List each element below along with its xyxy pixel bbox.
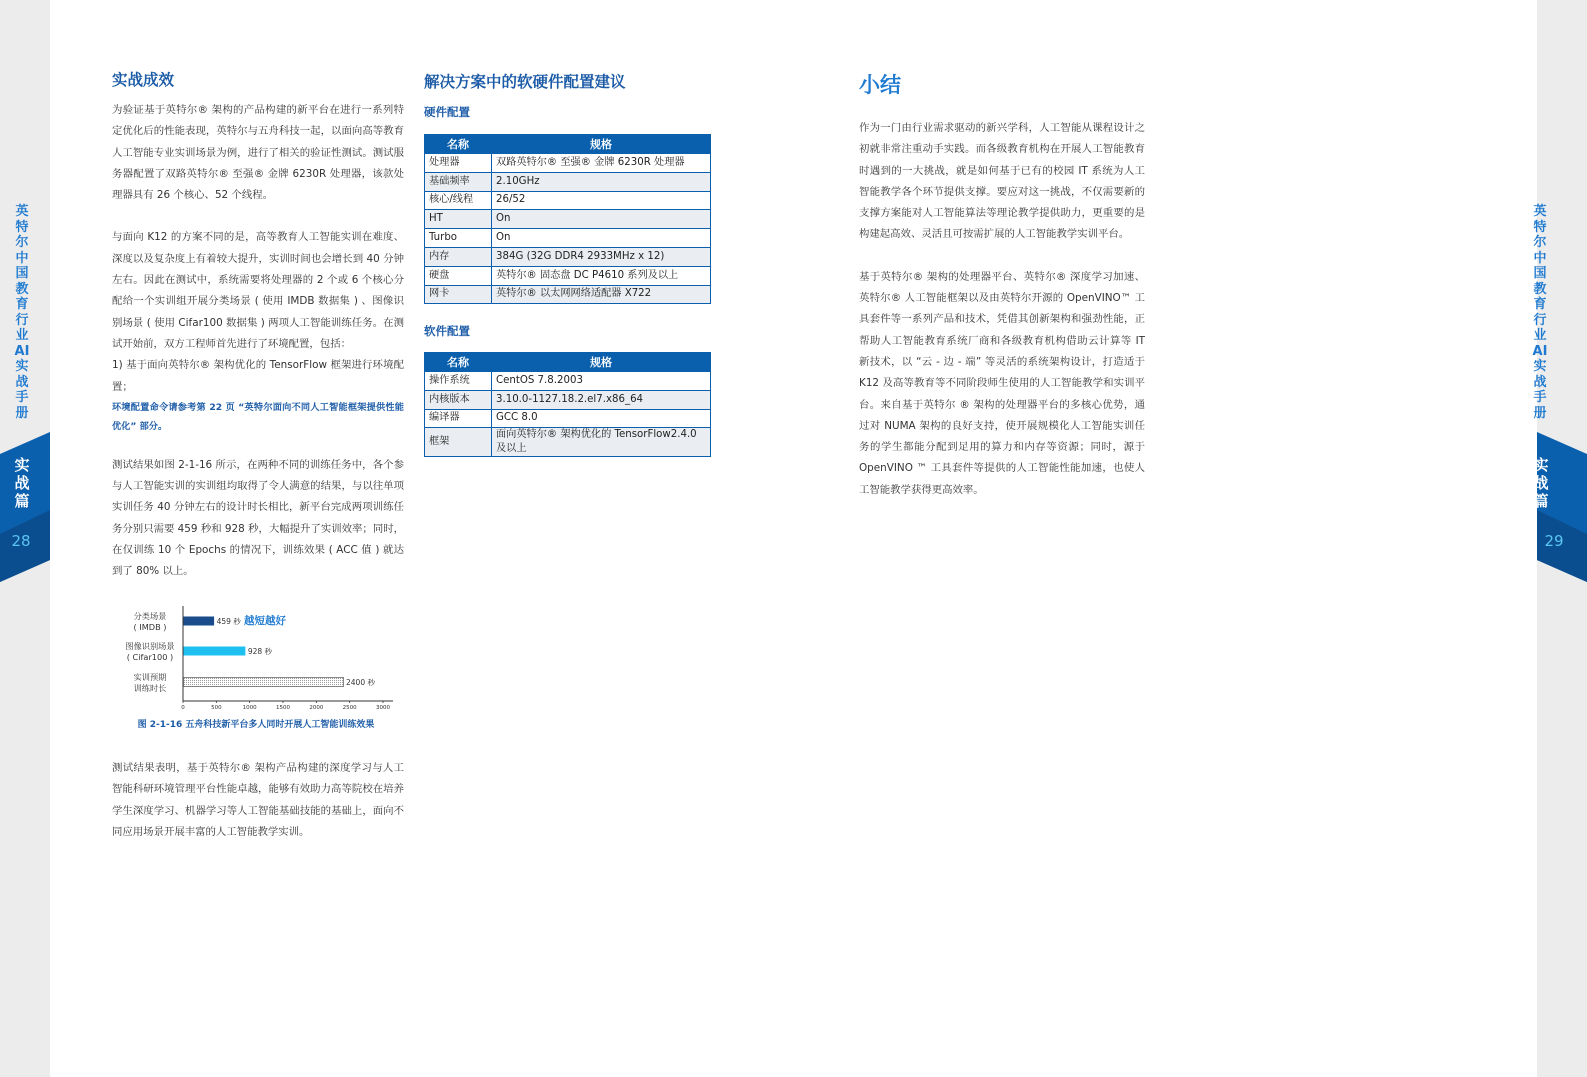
column-results	[112, 70, 404, 583]
results-paragraph-5: 测试结果表明，基于英特尔® 架构产品构建的深度学习与人工智能科研环境管理平台性能卓越，能够有效助力高等院校在培养学生深度学习、机器学习等人工智能基础技能的基础上，面向不同应用场景开展丰富的人工智能教学实训。	[112, 762, 404, 838]
side-title-char: 册	[15, 405, 29, 421]
section-tab-left	[0, 432, 50, 582]
table-row	[425, 372, 711, 391]
side-title-char: 册	[1533, 405, 1547, 421]
hardware-config-table	[424, 134, 711, 304]
software-config-title: 软件配置	[424, 324, 470, 338]
side-title-char: 业	[1533, 328, 1547, 343]
side-title-char: 战	[15, 374, 29, 390]
results-paragraph-4: 测试结果如图 2-1-16 所示，在两种不同的训练任务中，各个参与人工智能实训的实训组均取得了令人满意的结果，与以往单项实训任务 40 分钟左右的设计时长相比，新平台完成两项训练任务分别只需要 459 秒和 928 秒，大幅提升了实训效率；同时，在仅训练 10 个 Epochs 的情况下，训练效果 ( ACC 值 ) 就达到了 80% 以上。	[112, 458, 404, 578]
table-cell-spec: 2.10GHz	[492, 172, 711, 191]
side-title-char: 教	[15, 281, 29, 297]
table-row	[425, 390, 711, 409]
table-row	[425, 285, 711, 304]
side-title-char: 教	[1533, 281, 1547, 297]
chart-value-label: 459 秒	[216, 617, 241, 626]
side-title-char: 中	[15, 250, 29, 266]
results-paragraph-2: 与面向 K12 的方案不同的是，高等教育人工智能实训在难度、深度以及复杂度上有着较大提升，实训时间也会增长到 40 分钟左右。因此在测试中，系统需要将处理器的 2 个或 6 个核心分配给一个实训组开展分类场景 ( 使用 IMDB 数据集 ) 、图像识别场景 ( 使用 Cifar100 数据集 ) 两项人工智能训练任务。在测试开始前，双方工程师首先进行了环境配置，包括：	[112, 231, 404, 350]
chart-bar	[184, 678, 344, 687]
side-title-char: 行	[1533, 312, 1547, 328]
chart-category-label: 训练时长	[133, 683, 167, 693]
results-paragraph-1: 为验证基于英特尔® 架构的产品构建的新平台在进行一系列特定优化后的性能表现，英特尔与五舟科技一起，以面向高等教育人工智能专业实训场景为例，进行了相关的验证性测试。测试服务器配置了双路英特尔® 至强® 金牌 6230R 处理器，该款处理器具有 26 个核心、52 个线程。	[112, 104, 404, 202]
side-title-char: 实	[15, 359, 29, 374]
table-row	[425, 191, 711, 210]
side-title-char: 英	[1533, 204, 1547, 219]
table-cell-name: 操作系统	[425, 372, 492, 391]
summary-paragraph-1: 作为一门由行业需求驱动的新兴学科，人工智能从课程设计之初就非常注重动手实践。而各级教育机构在开展人工智能教育时遇到的一大挑战，就是如何基于已有的校园 IT 系统为人工智能教学各个环节提供支撑。要应对这一挑战，不仅需要新的支撑方案能对人工智能算法等理论教学提供助力，更重要的是构建起高效、灵活且可按需扩展的人工智能教学实训平台。	[859, 122, 1145, 241]
chart-value-label: 2400 秒	[346, 678, 375, 687]
table-cell-name: 内存	[425, 247, 492, 266]
side-title-char: 行	[15, 312, 29, 328]
tab-label-char: 实	[14, 456, 30, 474]
table-cell-spec: 英特尔® 固态盘 DC P4610 系列及以上	[492, 266, 711, 285]
side-book-title-right	[1530, 204, 1550, 421]
table-cell-name: 处理器	[425, 154, 492, 173]
section-heading-config: 解决方案中的软硬件配置建议	[424, 73, 626, 91]
tab-label-char: 篇	[14, 492, 30, 510]
table-row	[425, 247, 711, 266]
side-title-char: 国	[1533, 266, 1547, 281]
side-title-char: 实	[1533, 359, 1547, 374]
side-title-char: AI	[1532, 343, 1548, 359]
table-cell-name: HT	[425, 210, 492, 229]
table-cell-name: 编译器	[425, 409, 492, 428]
side-title-char: 特	[15, 219, 29, 235]
table-cell-spec: GCC 8.0	[492, 409, 711, 428]
side-title-char: 手	[15, 390, 29, 405]
column-conclusion	[112, 758, 404, 843]
table-cell-name: 硬盘	[425, 266, 492, 285]
training-time-chart	[110, 604, 410, 720]
table-cell-name: 内核版本	[425, 390, 492, 409]
summary-paragraph-2: 基于英特尔® 架构的处理器平台、英特尔® 深度学习加速、英特尔® 人工智能框架以及由英特尔开源的 OpenVINO™ 工具套件等一系列产品和技术，凭借其创新架构和强劲性能，正帮助人工智能教育系统厂商和各级教育机构借助云计算等 IT 新技术，以 “云 - 边 - 端” 等灵活的系统架构设计，打造适于 K12 及高等教育等不同阶段师生使用的人工智能教学和实训平台。来自基于英特尔 ® 架构的处理器平台的多核心优势，通过对 NUMA 架构的良好支持，使开展规模化人工智能实训任务的学生都能分配到足用的算力和内存等资源；同时，源于 OpenVINO ™ 工具套件等提供的人工智能性能加速，也使人工智能教学获得更高效率。	[859, 270, 1145, 496]
table-header-spec: 规格	[492, 135, 711, 154]
chart-x-tick-label: 1500	[276, 705, 290, 711]
chart-category-label: 分类场景	[133, 611, 167, 621]
chart-bar	[184, 617, 215, 626]
chart-x-tick-label: 1000	[242, 705, 257, 711]
table-header-name: 名称	[425, 135, 492, 154]
table-cell-spec: CentOS 7.8.2003	[492, 372, 711, 391]
tab-label-right	[1531, 456, 1551, 510]
chart-category-label: 图像识别场景	[125, 641, 175, 651]
table-cell-name: 网卡	[425, 285, 492, 304]
side-title-char: 战	[1533, 374, 1547, 390]
chart-x-tick-label: 0	[181, 705, 185, 711]
table-row	[425, 172, 711, 191]
column-config	[424, 72, 714, 120]
page-number-right: 29	[1544, 532, 1564, 550]
side-title-char: 业	[15, 328, 29, 343]
chart-x-tick-label: 3000	[376, 705, 390, 711]
page-number-left: 28	[11, 532, 31, 550]
table-cell-spec: 384G (32G DDR4 2933MHz x 12)	[492, 247, 711, 266]
side-book-title-left	[12, 204, 32, 421]
software-config-table	[424, 352, 711, 457]
tab-label-char: 实	[1533, 456, 1549, 474]
table-header-name: 名称	[425, 353, 492, 372]
side-title-char: 育	[1533, 297, 1547, 312]
side-title-char: 中	[1533, 250, 1547, 266]
table-row	[425, 266, 711, 285]
chart-x-tick-label: 2500	[342, 705, 357, 711]
table-cell-spec: 面向英特尔® 架构优化的 TensorFlow2.4.0 及以上	[492, 428, 711, 457]
table-cell-spec: 双路英特尔® 至强® 金牌 6230R 处理器	[492, 154, 711, 173]
table-cell-spec: 26/52	[492, 191, 711, 210]
config-reference-note: 环境配置命令请参考第 22 页 “英特尔面向不同人工智能框架提供性能优化” 部分。	[112, 401, 404, 432]
side-title-char: 尔	[15, 235, 29, 250]
side-title-char: 国	[15, 266, 29, 281]
table-cell-spec: 英特尔® 以太网网络适配器 X722	[492, 285, 711, 304]
section-tab-right	[1533, 432, 1587, 582]
table-cell-name: Turbo	[425, 229, 492, 248]
tab-label-char: 篇	[1533, 492, 1549, 510]
chart-value-label: 928 秒	[247, 647, 273, 656]
software-config-heading-wrap	[424, 323, 714, 339]
section-heading-results: 实战成效	[112, 71, 175, 89]
table-cell-name: 基础频率	[425, 172, 492, 191]
chart-category-label: ( IMDB )	[133, 622, 167, 632]
chart-annotation: 越短越好	[244, 615, 286, 627]
tab-label-left	[12, 456, 32, 510]
column-summary	[859, 72, 1145, 501]
side-title-char: AI	[14, 343, 30, 359]
hardware-config-title: 硬件配置	[424, 105, 470, 119]
table-row	[425, 409, 711, 428]
table-row	[425, 210, 711, 229]
table-cell-name: 框架	[425, 428, 492, 457]
side-title-char: 英	[15, 204, 29, 219]
chart-bar	[184, 647, 246, 656]
table-cell-name: 核心/线程	[425, 191, 492, 210]
table-header-spec: 规格	[492, 353, 711, 372]
table-row	[425, 154, 711, 173]
side-title-char: 育	[15, 297, 29, 312]
results-paragraph-3: 1) 基于面向英特尔® 架构优化的 TensorFlow 框架进行环境配置；	[112, 359, 404, 393]
table-row	[425, 229, 711, 248]
chart-category-label: ( Cifar100 )	[126, 652, 174, 662]
section-heading-summary: 小结	[859, 73, 901, 97]
chart-x-tick-label: 500	[211, 705, 222, 711]
table-cell-spec: 3.10.0-1127.18.2.el7.x86_64	[492, 390, 711, 409]
table-row	[425, 428, 711, 457]
chart-x-tick-label: 2000	[309, 705, 324, 711]
table-cell-spec: On	[492, 229, 711, 248]
chart-category-label: 实训预期	[133, 672, 167, 682]
tab-label-char: 战	[1533, 474, 1549, 492]
tab-label-char: 战	[14, 474, 30, 492]
side-title-char: 手	[1533, 390, 1547, 405]
figure-caption: 图 2-1-16 五舟科技新平台多人同时开展人工智能训练效果	[137, 720, 375, 730]
table-cell-spec: On	[492, 210, 711, 229]
side-title-char: 特	[1533, 219, 1547, 235]
side-title-char: 尔	[1533, 235, 1547, 250]
